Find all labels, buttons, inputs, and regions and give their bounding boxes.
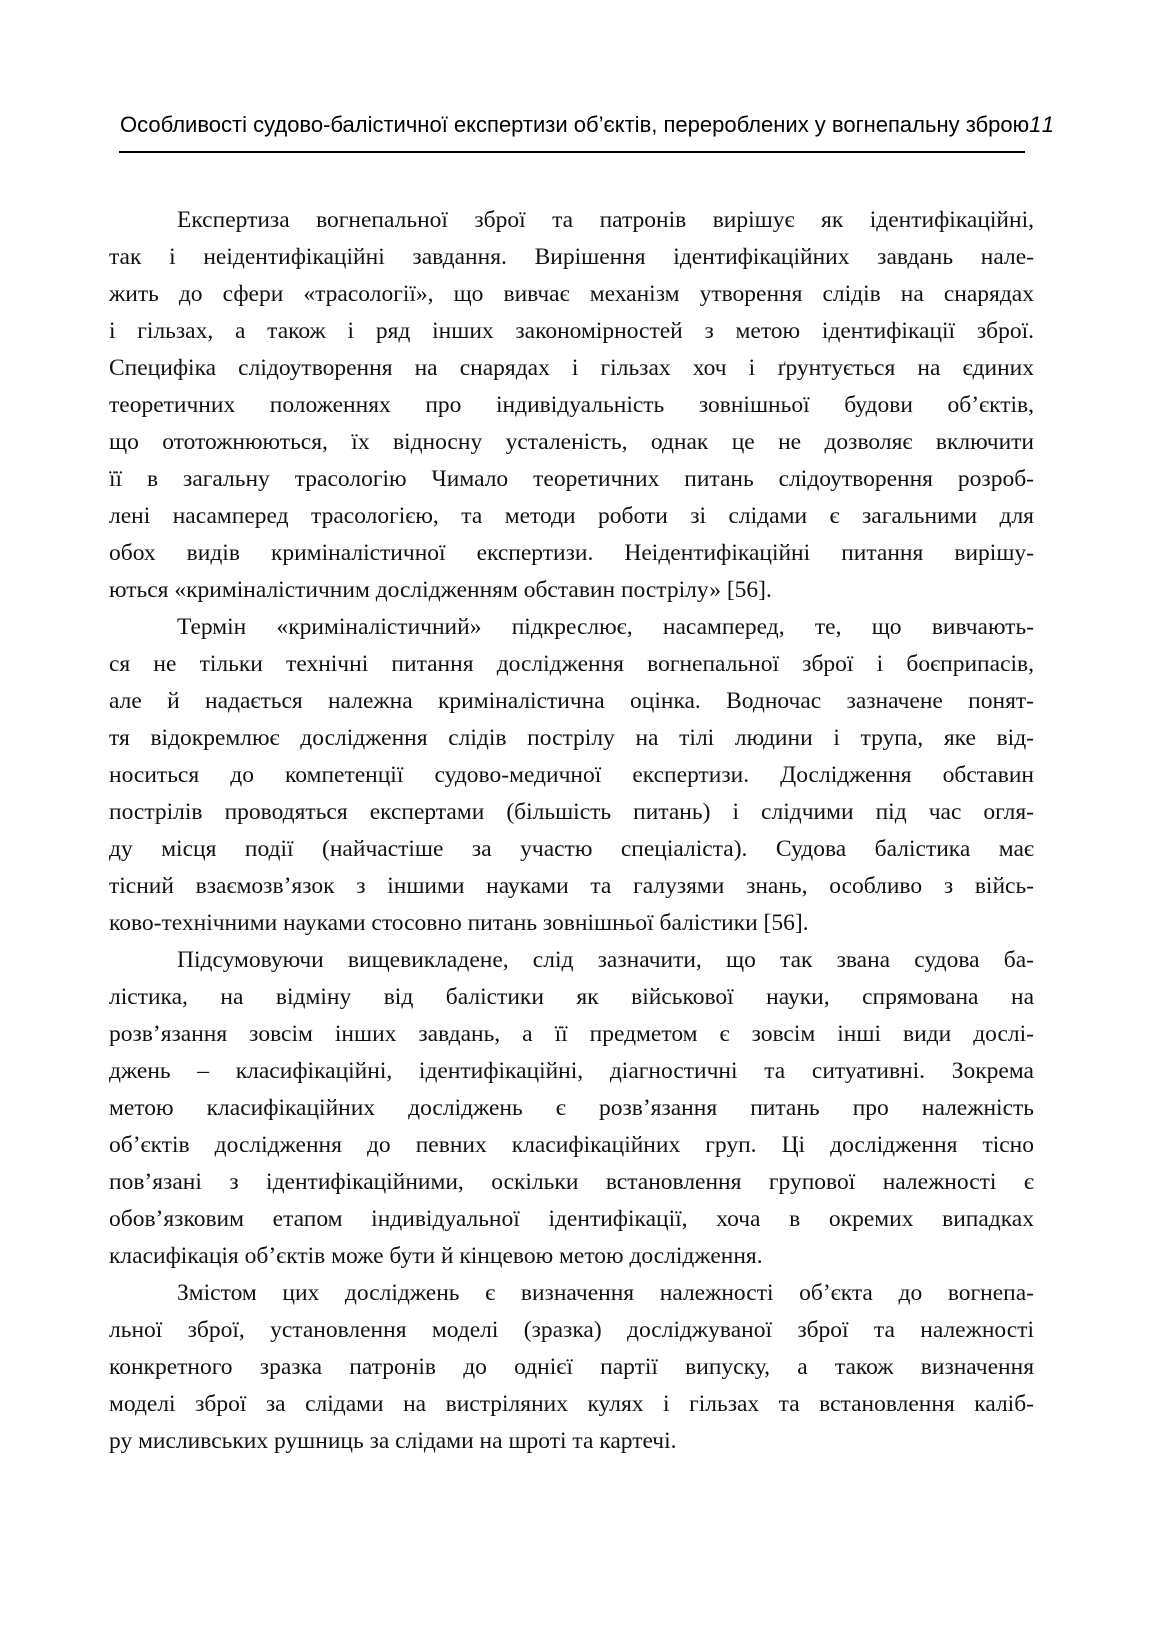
text-line: Експертиза вогнепальної зброї та патронів вирішує як ідентифікаційні, <box>177 207 1034 233</box>
text-line: льної зброї, установлення моделі (зразка) досліджуваної зброї та належності <box>109 1317 1034 1343</box>
text-line: так і неідентифікаційні завдання. Вирішення ідентифікаційних завдань нале- <box>109 244 1034 270</box>
text-line: ково-технічними науками стосовно питань зовнішньої балістики [56]. <box>109 910 809 936</box>
text-line: моделі зброї за слідами на вистріляних кулях і гільзах та встановлення каліб- <box>109 1391 1034 1417</box>
text-line: ся не тільки технічні питання дослідження вогнепальної зброї і боєприпасів, <box>109 651 1034 677</box>
header-divider <box>119 151 1025 153</box>
text-line: і гільзах, а також і ряд інших закономірностей з метою ідентифікації зброї. <box>109 318 1034 344</box>
text-line: пов’язані з ідентифікаційними, оскільки встановлення групової належності є <box>109 1169 1034 1195</box>
text-line: але й надається належна криміналістична оцінка. Водночас зазначене понят- <box>109 688 1034 714</box>
text-line: ду місця події (найчастіше за участю спеціаліста). Судова балістика має <box>109 836 1034 862</box>
running-header <box>109 110 1056 142</box>
text-line: джень – класифікаційні, ідентифікаційні, діагностичні та ситуативні. Зокрема <box>109 1058 1034 1084</box>
body-text <box>109 202 1034 1460</box>
text-line: лені насамперед трасологією, та методи роботи зі слідами є загальними для <box>109 503 1034 529</box>
text-line: жить до сфери «трасології», що вивчає механізм утворення слідів на снарядах <box>109 281 1034 307</box>
text-line: ру мисливських рушниць за слідами на шроті та картечі. <box>109 1428 677 1454</box>
text-line: ються «криміналістичним дослідженням обставин пострілу» [56]. <box>109 577 772 603</box>
text-line: пострілів проводяться експертами (більшість питань) і слідчими під час огля- <box>109 799 1034 825</box>
text-line: її в загальну трасологію Чимало теоретичних питань слідоутворення розроб- <box>109 466 1034 492</box>
text-line: обох видів криміналістичної експертизи. Неідентифікаційні питання вирішу- <box>109 540 1034 566</box>
text-line: об’єктів дослідження до певних класифікаційних груп. Ці дослідження тісно <box>109 1132 1034 1158</box>
paragraph <box>109 202 1034 609</box>
paragraph <box>109 609 1034 942</box>
paragraph <box>109 942 1034 1275</box>
text-line: класифікація об’єктів може бути й кінцевою метою дослідження. <box>109 1243 763 1269</box>
text-line: носиться до компетенції судово-медичної експертизи. Дослідження обставин <box>109 762 1034 788</box>
text-line: Підсумовуючи вищевикладене, слід зазначити, що так звана судова ба- <box>177 947 1034 973</box>
text-line: конкретного зразка патронів до однієї партії випуску, а також визначення <box>109 1354 1034 1380</box>
text-line: розв’язання зовсім інших завдань, а її предметом є зовсім інші види дослі- <box>109 1021 1034 1047</box>
text-line: Термін «криміналістичний» підкреслює, насамперед, те, що вивчають- <box>177 614 1034 640</box>
running-header-title: Особливості судово-балістичної експертизи об’єктів, перероблених у вогнепальну зброю <box>120 112 1030 137</box>
text-line: метою класифікаційних досліджень є розв’язання питань про належність <box>109 1095 1034 1121</box>
text-line: лістика, на відміну від балістики як військової науки, спрямована на <box>109 984 1034 1010</box>
paragraph <box>109 1275 1034 1460</box>
text-line: що ототожнюються, їх відносну усталеність, однак це не дозволяє включити <box>109 429 1034 455</box>
text-line: теоретичних положеннях про індивідуальність зовнішньої будови об’єктів, <box>109 392 1034 418</box>
text-line: Специфіка слідоутворення на снарядах і гільзах хоч і ґрунтується на єдиних <box>109 355 1034 381</box>
text-line: тісний взаємозв’язок з іншими науками та галузями знань, особливо з війсь- <box>109 873 1034 899</box>
text-line: обов’язковим етапом індивідуальної ідентифікації, хоча в окремих випадках <box>109 1206 1034 1232</box>
text-line: Змістом цих досліджень є визначення належності об’єкта до вогнепа- <box>177 1280 1034 1306</box>
text-line: тя відокремлює дослідження слідів пострілу на тілі людини і трупа, яке від- <box>109 725 1034 751</box>
page-number: 11 <box>1029 112 1056 137</box>
